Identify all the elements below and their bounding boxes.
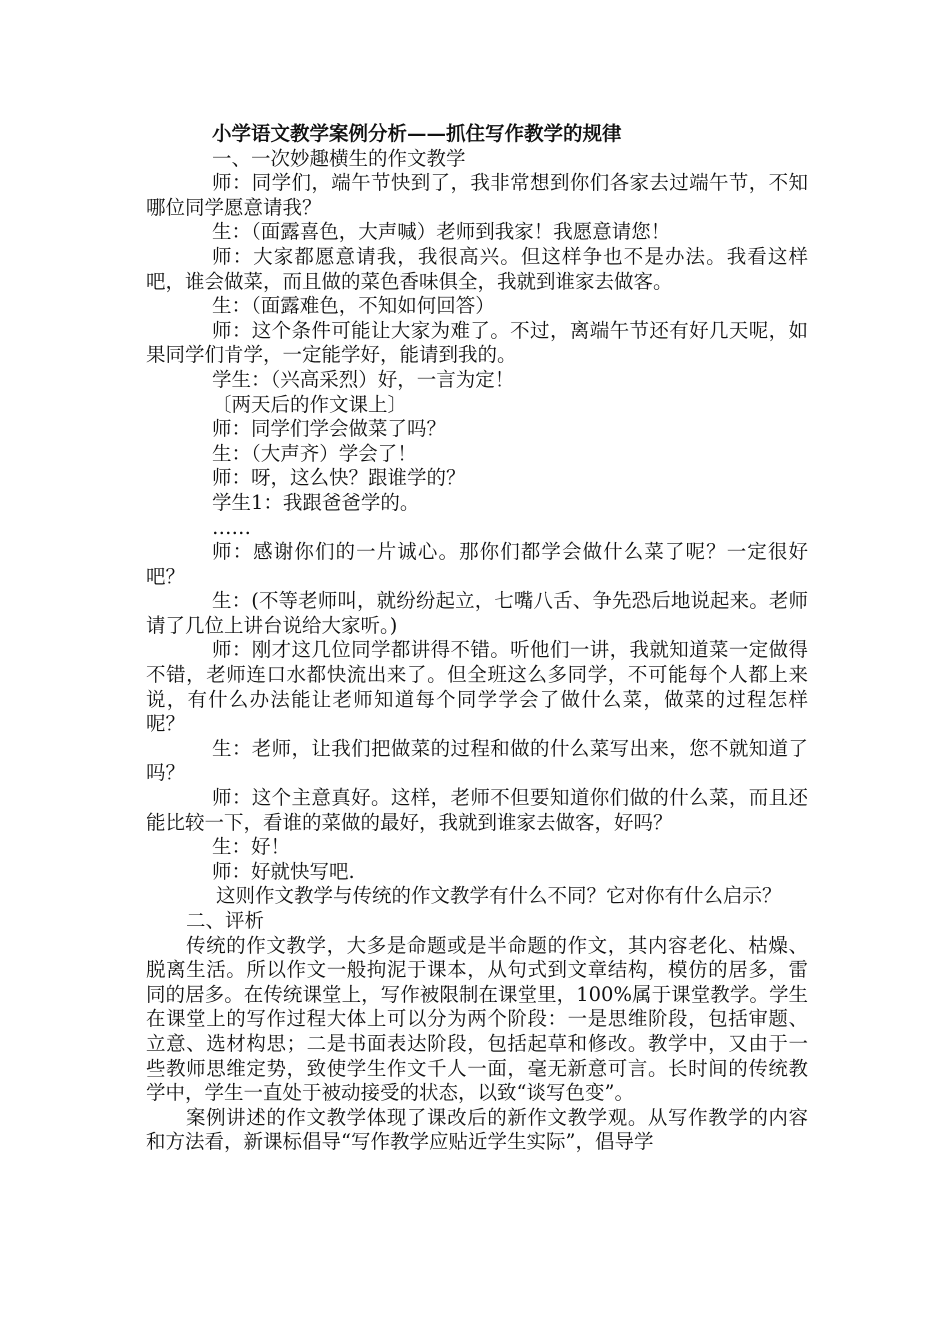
paragraph: 师：同学们，端午节快到了，我非常想到你们各家去过端午节，不知哪位同学愿意请我？	[146, 171, 808, 219]
paragraph: 师：同学们学会做菜了吗？	[212, 417, 447, 441]
paragraph: 生：好！	[212, 835, 291, 859]
paragraph: 学生：（兴高采烈）好，一言为定！	[212, 367, 515, 391]
paragraph: 师：感谢你们的一片诚心。那你们都学会做什么菜了呢？一定很好吧？	[146, 540, 808, 588]
paragraph: 〔两天后的作文课上〕	[212, 392, 408, 416]
paragraph: 生：（面露喜色，大声喊）老师到我家！我愿意请您！	[212, 220, 671, 244]
paragraph: 生：(不等老师叫，就纷纷起立，七嘴八舌、争先恐后地说起来。老师请了几位上讲台说给大家听。)	[146, 589, 808, 637]
paragraph: 案例讲述的作文教学体现了课改后的新作文教学观。从写作教学的内容和方法看，新课标倡导“写作教学应贴近学生实际”，倡导学	[146, 1105, 808, 1154]
section-heading: 二、评析	[186, 909, 265, 932]
paragraph: 师：好就快写吧.	[212, 859, 355, 883]
paragraph: 师：大家都愿意请我，我很高兴。但这样争也不是办法。我看这样吧，谁会做菜，而且做的菜色香味俱全，我就到谁家去做客。	[146, 244, 808, 293]
paragraph: 生：老师，让我们把做菜的过程和做的什么菜写出来，您不就知道了吗？	[146, 736, 808, 785]
paragraph: 生：（面露难色，不知如何回答）	[212, 294, 495, 318]
document-title: 小学语文教学案例分析——抓住写作教学的规律	[212, 122, 622, 145]
paragraph: 传统的作文教学，大多是命题或是半命题的作文，其内容老化、枯燥、脱离生活。所以作文一般拘泥于课本，从句式到文章结构，模仿的居多，雷同的居多。在传统课堂上，写作被限制在课堂里，100%属于课堂教学。学生在课堂上的写作过程大体上可以分为两个阶段：一是思维阶段，包括审题、立意、选材构思；二是书面表达阶段，包括起草和修改。教学中，又由于一些教师思维定势，致使学生作文千人一面，毫无新意可言。长时间的传统教学中，学生一直处于被动接受的状态，以致“谈写色变”。	[146, 933, 808, 1105]
question-paragraph: 这则作文教学与传统的作文教学有什么不同？它对你有什么启示？	[216, 884, 782, 908]
paragraph: 学生1：我跟爸爸学的。	[212, 490, 420, 514]
paragraph: 师：这个条件可能让大家为难了。不过，离端午节还有好几天呢，如果同学们肯学，一定能学好，能请到我的。	[146, 318, 808, 367]
document-page	[146, 122, 808, 1155]
paragraph: 师：这个主意真好。这样，老师不但要知道你们做的什么菜，而且还能比较一下，看谁的菜做的最好，我就到谁家去做客，好吗？	[146, 786, 808, 834]
paragraph: 生：（大声齐）学会了！	[212, 441, 417, 465]
paragraph: ……	[212, 515, 251, 539]
paragraph: 师：呀，这么快？跟谁学的？	[212, 466, 466, 490]
section-heading: 一、一次妙趣横生的作文教学	[212, 146, 466, 170]
paragraph: 师：刚才这几位同学都讲得不错。听他们一讲，我就知道菜一定做得不错，老师连口水都快流出来了。但全班这么多同学，不可能每个人都上来说，有什么办法能让老师知道每个同学学会了做什么菜，做菜的过程怎样呢？	[146, 638, 808, 736]
